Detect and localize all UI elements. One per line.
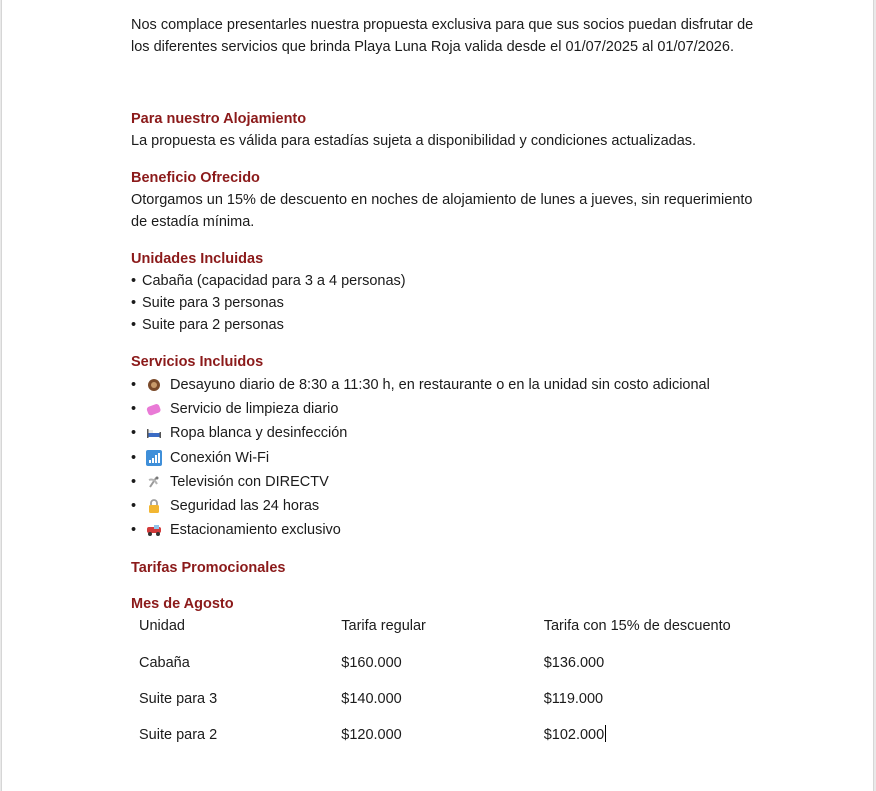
list-item-text: Televisión con DIRECTV	[170, 473, 329, 490]
tarifas-subheading: Mes de Agosto	[131, 596, 234, 613]
lock-icon	[146, 498, 162, 514]
table-row	[139, 724, 761, 760]
bullet: •	[131, 498, 137, 515]
column-header: Tarifa con 15% de descuento	[543, 618, 731, 635]
table-cell: $136.000	[543, 654, 605, 671]
list-item-text: Seguridad las 24 horas	[170, 498, 320, 515]
unidades-list	[131, 270, 761, 336]
table-row	[139, 688, 761, 724]
table-cell: Suite para 2	[139, 727, 218, 744]
table-header-row	[139, 615, 761, 651]
table-cell: $160.000	[341, 654, 402, 671]
list-item	[131, 270, 761, 292]
list-item-text: Desayuno diario de 8:30 a 11:30 h, en restaurante o en la unidad sin costo adicional	[170, 377, 710, 394]
alojamiento-section	[131, 108, 761, 152]
alojamiento-text: La propuesta es válida para estadías sujeta a disponibilidad y condiciones actualizadas.	[131, 133, 697, 149]
bullet: •	[131, 273, 137, 289]
list-item	[131, 494, 761, 518]
servicios-heading: Servicios Incluidos	[131, 354, 264, 370]
beneficio-text: Otorgamos un 15% de descuento en noches de alojamiento de lunes a jueves, sin requerimiento de estadía mínima.	[131, 192, 753, 230]
bullet: •	[131, 449, 137, 466]
beneficio-heading: Beneficio Ofrecido	[131, 170, 260, 186]
servicios-list	[131, 373, 761, 542]
list-item-text: Conexión Wi-Fi	[170, 449, 270, 466]
list-item	[131, 446, 761, 470]
list-item	[131, 292, 761, 314]
table-cell: $120.000	[341, 727, 402, 744]
coffee-icon	[146, 377, 162, 393]
bullet: •	[131, 522, 137, 539]
bullet: •	[131, 317, 137, 333]
servicios-section	[131, 351, 761, 542]
bullet: •	[131, 377, 137, 394]
list-item-text: Servicio de limpieza diario	[170, 401, 339, 418]
unidades-heading: Unidades Incluidas	[131, 251, 264, 267]
bullet: •	[131, 401, 137, 418]
table-cell: $140.000	[341, 690, 402, 707]
list-item	[131, 373, 761, 397]
list-item-text: Estacionamiento exclusivo	[170, 522, 341, 539]
list-item	[131, 314, 761, 336]
bullet: •	[131, 295, 137, 311]
tarifas-table	[139, 615, 761, 760]
table-row	[139, 652, 761, 688]
bullet: •	[131, 473, 137, 490]
intro-paragraph: Nos complace presentarles nuestra propuesta exclusiva para que sus socios puedan disfrutar de los diferentes servicios que brinda Playa Luna Roja valida desde el 01/07/2025 al 01/07/2026.	[131, 17, 754, 55]
list-item-text: Suite para 3 personas	[142, 295, 284, 311]
list-item	[131, 421, 761, 445]
list-item	[131, 470, 761, 494]
column-header: Tarifa regular	[341, 618, 426, 635]
table-cell-last[interactable]	[544, 724, 761, 760]
table-cell: Cabaña	[139, 654, 190, 671]
list-item-text: Cabaña (capacidad para 3 a 4 personas)	[142, 273, 406, 289]
satellite-icon	[146, 474, 162, 490]
list-item	[131, 518, 761, 542]
bullet: •	[131, 425, 137, 442]
table-cell: Suite para 3	[139, 690, 218, 707]
document-body[interactable]	[131, 14, 761, 761]
beneficio-section	[131, 167, 761, 233]
car-icon	[146, 522, 162, 538]
text-cursor	[605, 725, 606, 742]
signal-icon	[146, 450, 162, 466]
document-page	[1, 0, 874, 791]
list-item-text: Ropa blanca y desinfección	[170, 425, 348, 442]
list-item-text: Suite para 2 personas	[142, 317, 284, 333]
list-item	[131, 397, 761, 421]
tarifas-heading: Tarifas Promocionales	[131, 560, 286, 577]
table-cell-text: $102.000	[543, 727, 605, 744]
bed-icon	[146, 425, 162, 441]
alojamiento-heading: Para nuestro Alojamiento	[131, 111, 307, 127]
table-cell: $119.000	[543, 690, 604, 707]
column-header: Unidad	[139, 618, 185, 635]
unidades-section	[131, 248, 761, 336]
cleaning-icon	[146, 401, 162, 417]
